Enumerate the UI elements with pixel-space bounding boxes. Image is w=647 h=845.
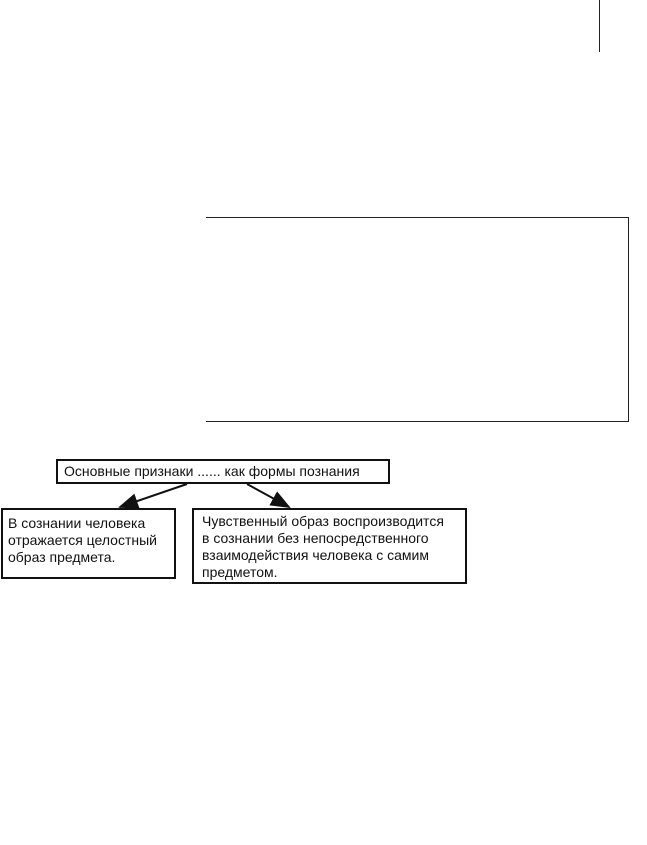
diagram-left-box [1,508,176,579]
left-box-line-1: В сознании человека [8,515,146,531]
diagram-top-box [56,459,390,484]
right-box-line-3: взаимодействия человека с самим [202,547,429,563]
right-box-line-4: предметом. [202,564,278,580]
left-box-line-2: отражается целостный [8,532,157,548]
answer-area-box [206,217,629,422]
page-corner-rule [599,0,600,52]
arrow-to-left-box [120,484,187,507]
diagram-top-text: Основные признаки ...... как формы познания [64,463,360,479]
left-box-line-3: образ предмета. [8,549,116,565]
right-box-line-2: в сознании без непосредственного [202,530,429,546]
diagram-right-box [192,508,467,584]
arrow-to-right-box [247,484,289,507]
right-box-line-1: Чувственный образ воспроизводится [202,513,444,529]
